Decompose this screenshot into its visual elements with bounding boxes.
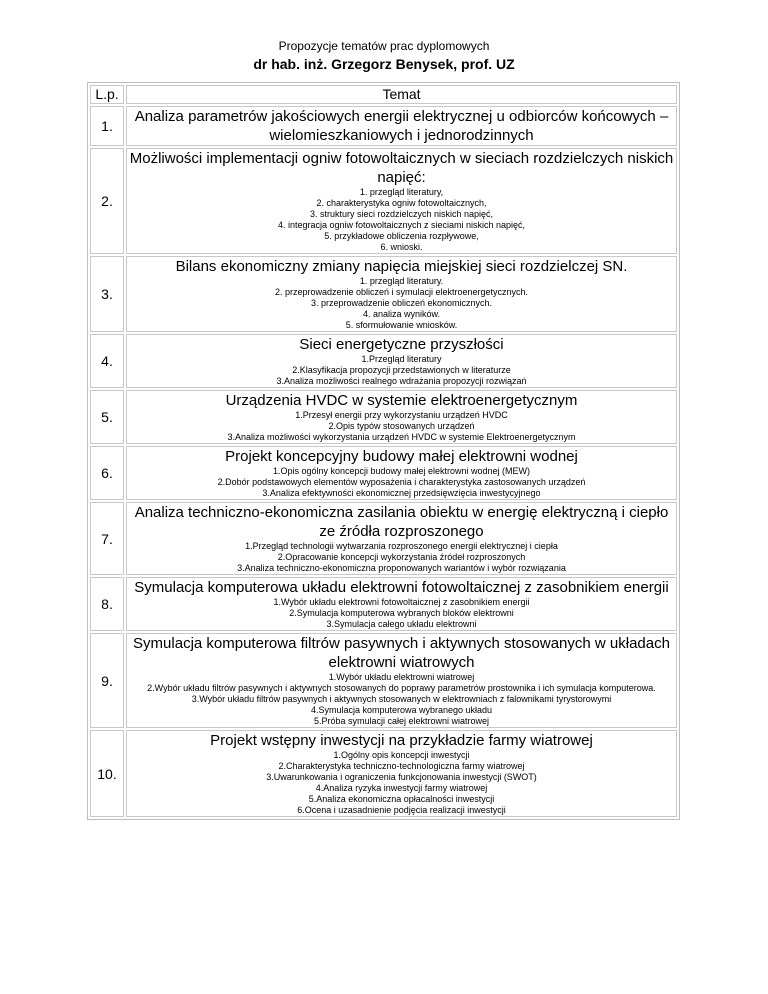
row-number: 10.: [90, 730, 124, 817]
topic-detail-item: 1.Ogólny opis koncepcji inwestycji: [333, 750, 470, 760]
topic-cell: [126, 730, 677, 817]
topics-table: [87, 82, 680, 820]
topic-details: [128, 354, 675, 387]
topic-details: [128, 187, 675, 253]
topic-title: Możliwości implementacji ogniw fotowoltaicznych w sieciach rozdzielczych niskich napięć:: [129, 150, 674, 186]
table-row: [90, 633, 677, 728]
topic-cell: [126, 390, 677, 444]
table-row: [90, 577, 677, 631]
document-author: dr hab. inż. Grzegorz Benysek, prof. UZ: [253, 56, 515, 72]
topic-detail-item: 3.Symulacja całego układu elektrowni: [326, 619, 477, 629]
table-row: [90, 256, 677, 332]
topic-title: Analiza parametrów jakościowych energii elektrycznej u odbiorców końcowych – wielomieszkaniowych i jednorodzinnych: [134, 108, 669, 144]
topic-detail-item: 1.Przegląd literatury: [361, 354, 442, 364]
table-header-row: [90, 85, 677, 104]
table-row: [90, 334, 677, 388]
row-number: 9.: [90, 633, 124, 728]
topic-detail-item: 4. integracja ogniw fotowoltaicznych z sieciami niskich napięć,: [277, 220, 526, 230]
topic-cell: [126, 334, 677, 388]
topic-details: [128, 466, 675, 499]
topic-detail-item: 2. charakterystyka ogniw fotowoltaicznych,: [316, 198, 487, 208]
topic-detail-item: 2.Dobór podstawowych elementów wyposażenia i charakterystyka zastosowanych urządzeń: [217, 477, 586, 487]
table-body: [90, 106, 677, 817]
topic-details: [128, 410, 675, 443]
topic-details: [128, 750, 675, 816]
topic-cell: [126, 633, 677, 728]
topic-detail-item: 1.Wybór układu elektrowni fotowoltaicznej z zasobnikiem energii: [273, 597, 530, 607]
row-number: 7.: [90, 502, 124, 575]
topic-detail-item: 2.Opracowanie koncepcji wykorzystania źródeł rozproszonych: [277, 552, 526, 562]
topic-title: Projekt wstępny inwestycji na przykładzie farmy wiatrowej: [210, 732, 593, 749]
table-row: [90, 106, 677, 146]
topic-detail-item: 5. sformułowanie wniosków.: [345, 320, 458, 330]
topic-detail-item: 4.Analiza ryzyka inwestycji farmy wiatrowej: [315, 783, 488, 793]
topic-detail-item: 3. struktury sieci rozdzielczych niskich napięć,: [309, 209, 494, 219]
topic-detail-item: 4. analiza wyników.: [362, 309, 441, 319]
topic-title: Sieci energetyczne przyszłości: [299, 336, 504, 353]
topic-detail-item: 2.Klasyfikacja propozycji przedstawionych w literaturze: [292, 365, 511, 375]
row-number: 5.: [90, 390, 124, 444]
topic-title: Bilans ekonomiczny zmiany napięcia miejskiej sieci rozdzielczej SN.: [175, 258, 628, 275]
topic-detail-item: 2. przeprowadzenie obliczeń i symulacji elektroenergetycznych.: [274, 287, 529, 297]
topic-detail-item: 2.Symulacja komputerowa wybranych bloków elektrowni: [289, 608, 514, 618]
row-number: 8.: [90, 577, 124, 631]
table-row: [90, 390, 677, 444]
topic-title: Symulacja komputerowa filtrów pasywnych i aktywnych stosowanych w układach elektrowni wiatrowych: [133, 635, 670, 671]
topic-title: Symulacja komputerowa układu elektrowni fotowoltaicznej z zasobnikiem energii: [134, 579, 669, 596]
document-header: [0, 39, 768, 73]
topic-detail-item: 5.Próba symulacji całej elektrowni wiatrowej: [313, 716, 490, 726]
topic-detail-item: 6.Ocena i uzasadnienie podjęcia realizacji inwestycji: [297, 805, 506, 815]
topic-detail-item: 3.Wybór układu filtrów pasywnych i aktywnych stosowanych w elektrowniach z falownikami tyrystorowymi: [191, 694, 612, 704]
table-row: [90, 502, 677, 575]
topic-title: Analiza techniczno-ekonomiczna zasilania obiektu w energię elektryczną i ciepło ze źródła rozproszonego: [134, 504, 669, 540]
topic-details: [128, 597, 675, 630]
topic-title: Urządzenia HVDC w systemie elektroenergetycznym: [225, 392, 578, 409]
column-header-number: L.p.: [90, 85, 124, 104]
topic-detail-item: 1.Przesył energii przy wykorzystaniu urządzeń HVDC: [295, 410, 508, 420]
topic-details: [128, 541, 675, 574]
topic-cell: [126, 106, 677, 146]
topic-detail-item: 1.Przegląd technologii wytwarzania rozproszonego energii elektrycznej i ciepła: [245, 541, 558, 551]
row-number: 1.: [90, 106, 124, 146]
topic-cell: [126, 446, 677, 500]
topic-detail-item: 4.Symulacja komputerowa wybranego układu: [310, 705, 493, 715]
topic-title: Projekt koncepcyjny budowy małej elektrowni wodnej: [225, 448, 578, 465]
topic-detail-item: 1.Opis ogólny koncepcji budowy małej elektrowni wodnej (MEW): [272, 466, 531, 476]
row-number: 3.: [90, 256, 124, 332]
row-number: 2.: [90, 148, 124, 254]
topic-cell: [126, 577, 677, 631]
topic-detail-item: 3.Analiza możliwości realnego wdrażania propozycji rozwiązań: [276, 376, 527, 386]
topic-detail-item: 2.Opis typów stosowanych urządzeń: [328, 421, 475, 431]
topic-detail-item: 3.Analiza efektywności ekonomicznej przedsięwzięcia inwestycyjnego: [262, 488, 541, 498]
table-row: [90, 148, 677, 254]
row-number: 4.: [90, 334, 124, 388]
topic-details: [128, 276, 675, 331]
topic-detail-item: 3. przeprowadzenie obliczeń ekonomicznych.: [310, 298, 493, 308]
topic-cell: [126, 256, 677, 332]
topic-cell: [126, 148, 677, 254]
topic-detail-item: 3.Analiza możliwości wykorzystania urządzeń HVDC w systemie Elektroenergetycznym: [227, 432, 576, 442]
table-row: [90, 446, 677, 500]
topic-detail-item: 2.Charakterystyka techniczno-technologiczna farmy wiatrowej: [278, 761, 525, 771]
row-number: 6.: [90, 446, 124, 500]
document-subtitle: Propozycje tematów prac dyplomowych: [278, 39, 490, 53]
topic-detail-item: 3.Analiza techniczno-ekonomiczna proponowanych wariantów i wybór rozwiązania: [237, 563, 566, 573]
topic-detail-item: 5.Analiza ekonomiczna opłacalności inwestycji: [308, 794, 495, 804]
topic-detail-item: 2.Wybór układu filtrów pasywnych i aktywnych stosowanych do poprawy parametrów prostownika i ich symulacja komputerowa.: [147, 683, 656, 693]
topic-details: [128, 672, 675, 727]
topic-cell: [126, 502, 677, 575]
topic-detail-item: 1.Wybór układu elektrowni wiatrowej: [328, 672, 475, 682]
topic-detail-item: 5. przykładowe obliczenia rozpływowe,: [324, 231, 479, 241]
column-header-topic: Temat: [126, 85, 677, 104]
table-row: [90, 730, 677, 817]
topic-detail-item: 1. przegląd literatury,: [359, 187, 444, 197]
topic-detail-item: 3.Uwarunkowania i ograniczenia funkcjonowania inwestycji (SWOT): [266, 772, 537, 782]
topic-detail-item: 1. przegląd literatury.: [359, 276, 444, 286]
topic-detail-item: 6. wnioski.: [380, 242, 423, 252]
